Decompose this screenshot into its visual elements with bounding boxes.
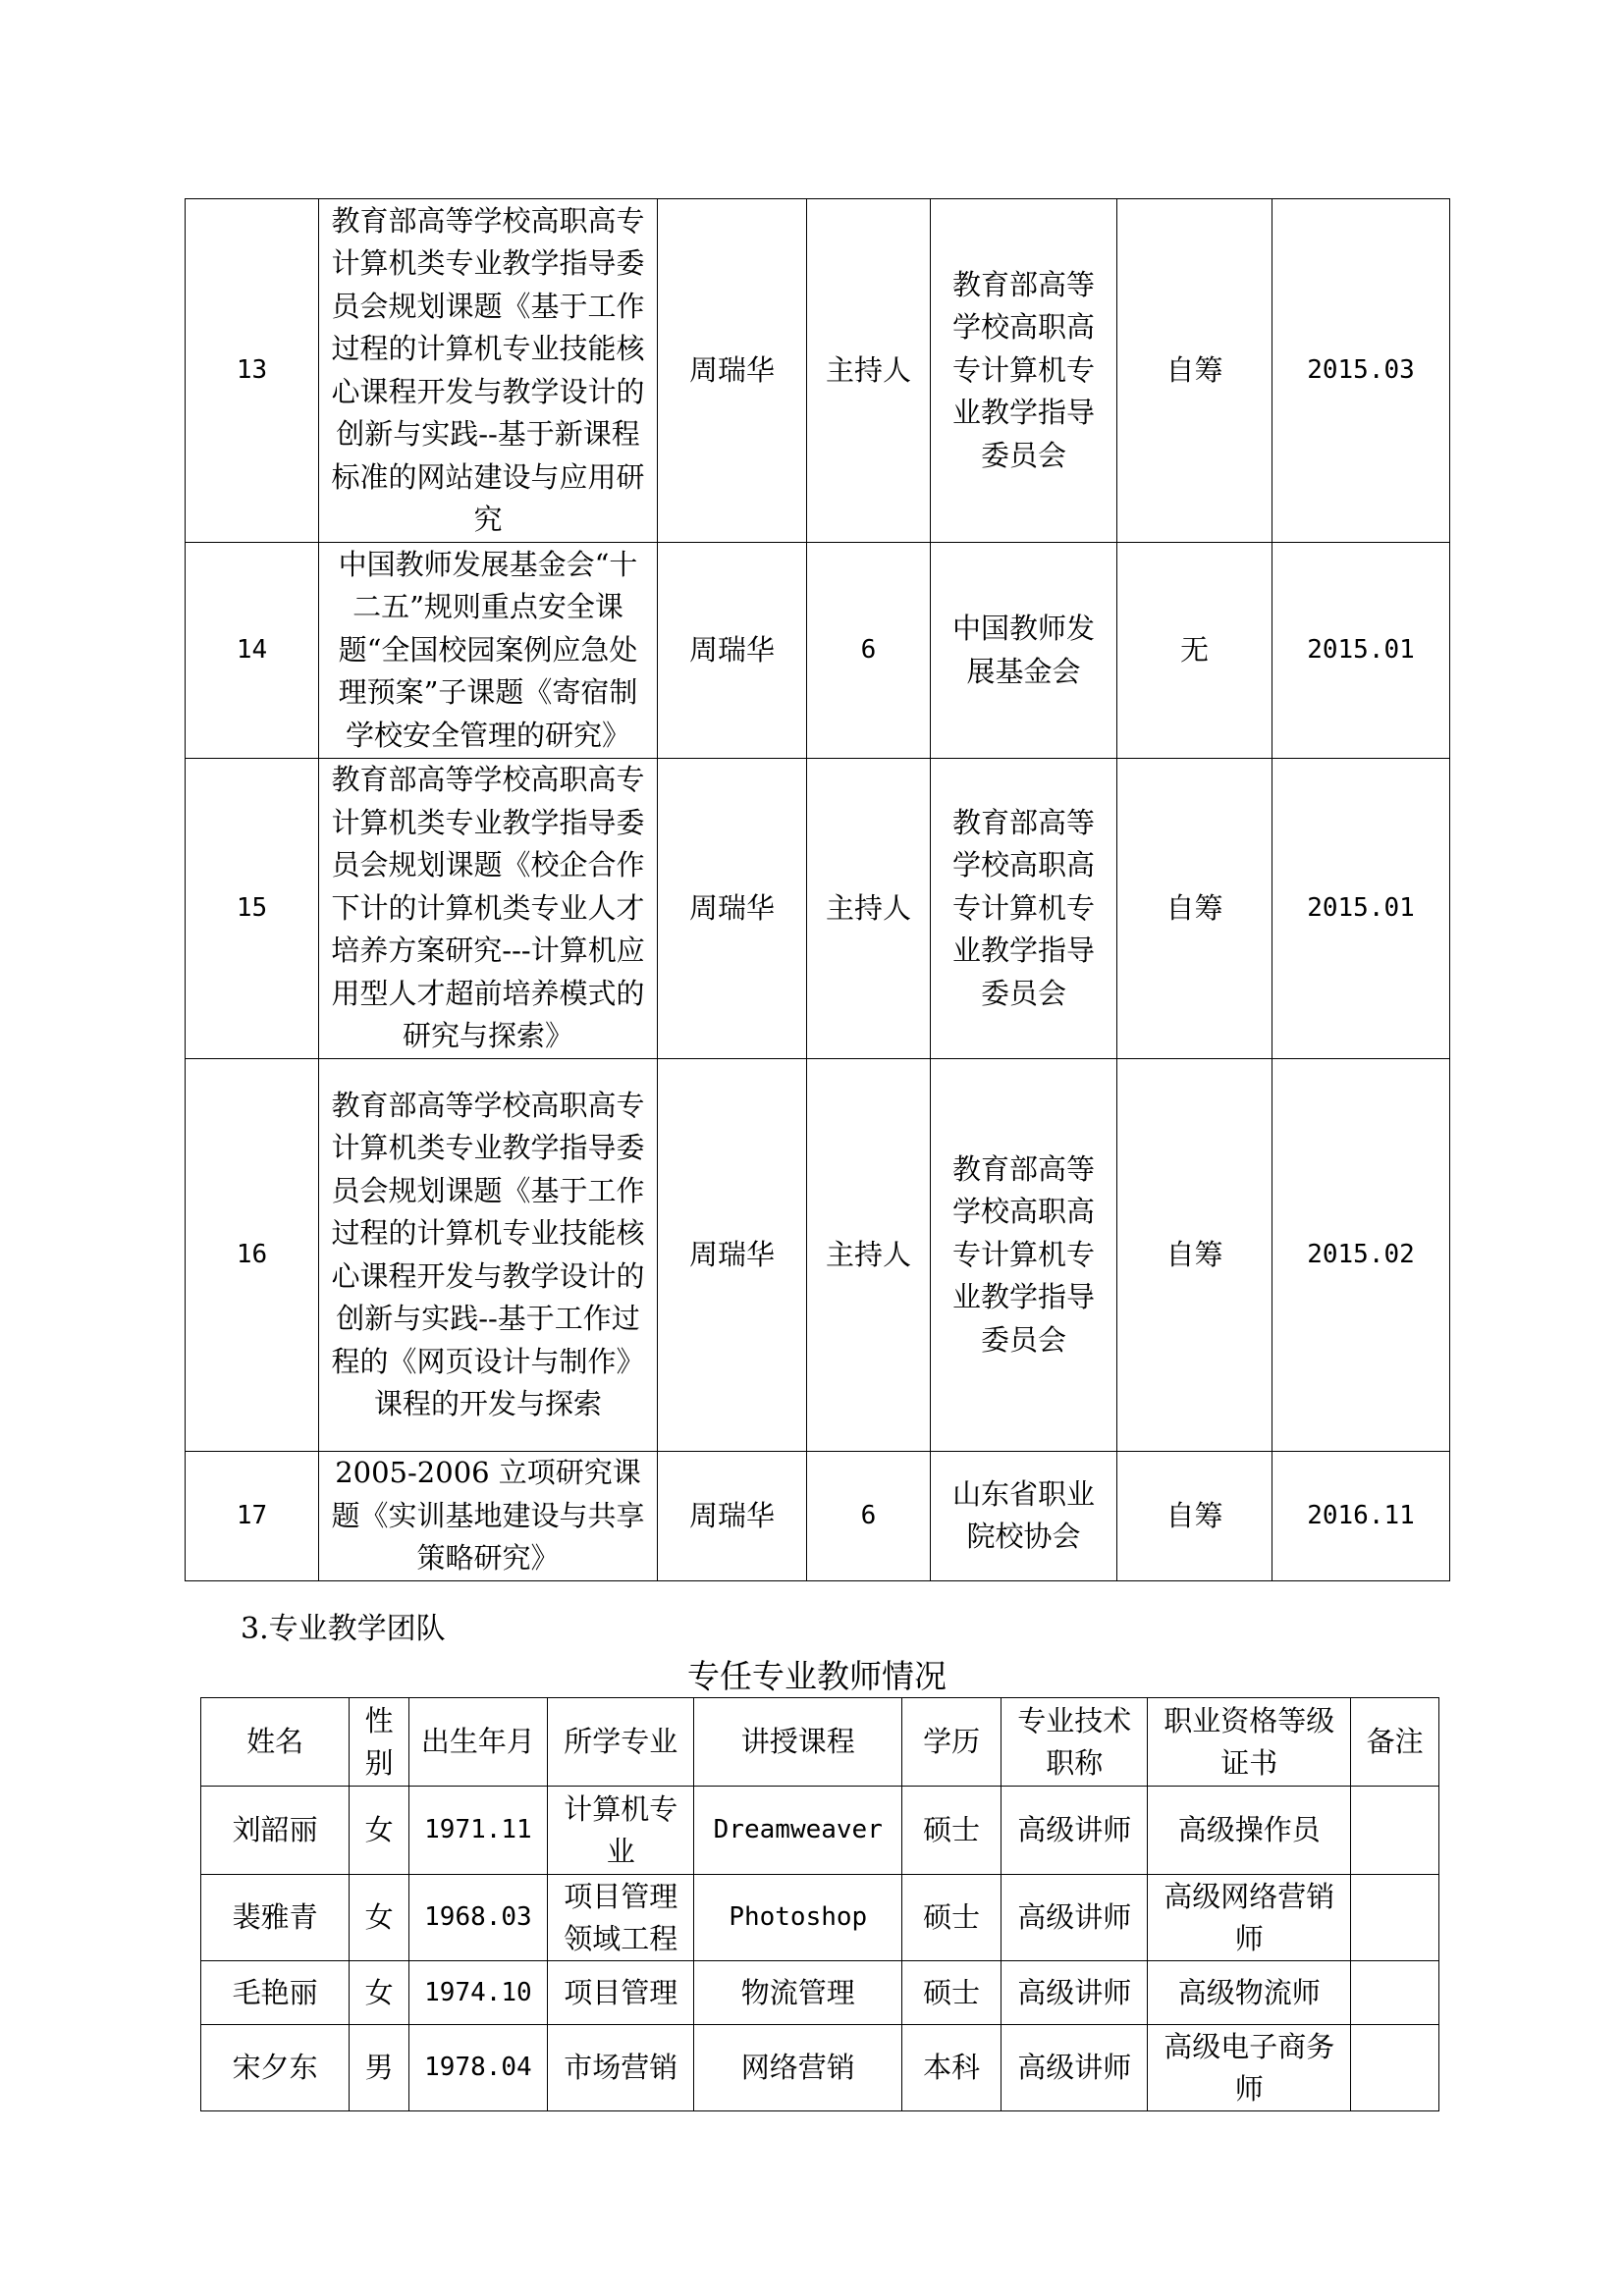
project-date: 2015.03 [1272,199,1450,543]
table-row [186,199,1450,543]
project-funding: 自筹 [1117,1059,1272,1452]
header-course: 讲授课程 [694,1698,902,1787]
table-row [201,1787,1439,1875]
teacher-table [200,1697,1439,2111]
table-row [186,759,1450,1059]
teacher-birth: 1971.11 [408,1787,547,1875]
project-role: 6 [807,543,931,759]
teacher-gender: 女 [350,1961,409,2025]
project-person: 周瑞华 [658,1452,807,1581]
table-row [201,1875,1439,1961]
project-number: 14 [186,543,319,759]
teacher-title: 高级讲师 [1001,2025,1148,2111]
project-funding: 自筹 [1117,1452,1272,1581]
header-note: 备注 [1351,1698,1439,1787]
teacher-gender: 女 [350,1787,409,1875]
project-title: 教育部高等学校高职高专计算机类专业教学指导委员会规划课题《基于工作过程的计算机专业技能核心课程开发与教学设计的创新与实践--基于工作过程的《网页设计与制作》课程的开发与探索 [319,1059,658,1452]
section-heading: 3.专业教学团队 [241,1612,446,1646]
teacher-title: 高级讲师 [1001,1961,1148,2025]
teacher-major: 项目管理 [548,1961,694,2025]
project-title: 教育部高等学校高职高专计算机类专业教学指导委员会规划课题《基于工作过程的计算机专业技能核心课程开发与教学设计的创新与实践--基于新课程标准的网站建设与应用研究 [319,199,658,543]
project-person: 周瑞华 [658,759,807,1059]
teacher-degree: 本科 [902,2025,1001,2111]
project-role: 主持人 [807,199,931,543]
teacher-major: 市场营销 [548,2025,694,2111]
teacher-name: 宋夕东 [201,2025,350,2111]
project-person: 周瑞华 [658,543,807,759]
project-role: 主持人 [807,759,931,1059]
header-birth: 出生年月 [408,1698,547,1787]
project-title: 中国教师发展基金会“十二五”规则重点安全课题“全国校园案例应急处理预案”子课题《寄宿制学校安全管理的研究》 [319,543,658,759]
table-row [186,543,1450,759]
research-projects-table [185,198,1450,1581]
project-date: 2015.01 [1272,543,1450,759]
teacher-cert: 高级网络营销师 [1148,1875,1351,1961]
project-title: 教育部高等学校高职高专计算机类专业教学指导委员会规划课题《校企合作下计的计算机类专业人才培养方案研究---计算机应用型人才超前培养模式的研究与探索》 [319,759,658,1059]
project-number: 17 [186,1452,319,1581]
header-cert: 职业资格等级证书 [1148,1698,1351,1787]
teacher-note [1351,1961,1439,2025]
project-organization: 教育部高等学校高职高专计算机专业教学指导委员会 [931,199,1117,543]
project-organization: 山东省职业院校协会 [931,1452,1117,1581]
table-row [186,1059,1450,1452]
teacher-title: 高级讲师 [1001,1875,1148,1961]
project-number: 15 [186,759,319,1059]
teacher-birth: 1978.04 [408,2025,547,2111]
table-row [186,1452,1450,1581]
teacher-degree: 硕士 [902,1787,1001,1875]
teacher-major: 项目管理领域工程 [548,1875,694,1961]
teacher-cert: 高级电子商务师 [1148,2025,1351,2111]
project-funding: 自筹 [1117,199,1272,543]
project-funding: 自筹 [1117,759,1272,1059]
project-person: 周瑞华 [658,1059,807,1452]
teacher-note [1351,2025,1439,2111]
project-date: 2015.01 [1272,759,1450,1059]
teacher-course: 网络营销 [694,2025,902,2111]
teacher-note [1351,1875,1439,1961]
teacher-course: 物流管理 [694,1961,902,2025]
project-role: 6 [807,1452,931,1581]
teacher-birth: 1974.10 [408,1961,547,2025]
teacher-course: Dreamweaver [694,1787,902,1875]
project-number: 13 [186,199,319,543]
project-person: 周瑞华 [658,199,807,543]
project-date: 2015.02 [1272,1059,1450,1452]
project-organization: 教育部高等学校高职高专计算机专业教学指导委员会 [931,1059,1117,1452]
project-funding: 无 [1117,543,1272,759]
teacher-note [1351,1787,1439,1875]
header-title: 专业技术职称 [1001,1698,1148,1787]
teacher-degree: 硕士 [902,1875,1001,1961]
project-date: 2016.11 [1272,1452,1450,1581]
teacher-title: 高级讲师 [1001,1787,1148,1875]
teacher-birth: 1968.03 [408,1875,547,1961]
project-organization: 教育部高等学校高职高专计算机专业教学指导委员会 [931,759,1117,1059]
table-row [201,1961,1439,2025]
table-header-row [201,1698,1439,1787]
teacher-cert: 高级物流师 [1148,1961,1351,2025]
table-caption: 专任专业教师情况 [687,1657,947,1695]
teacher-major: 计算机专业 [548,1787,694,1875]
header-gender: 性别 [350,1698,409,1787]
teacher-course: Photoshop [694,1875,902,1961]
teacher-degree: 硕士 [902,1961,1001,2025]
teacher-name: 裴雅青 [201,1875,350,1961]
teacher-gender: 女 [350,1875,409,1961]
header-name: 姓名 [201,1698,350,1787]
header-major: 所学专业 [548,1698,694,1787]
project-organization: 中国教师发展基金会 [931,543,1117,759]
header-degree: 学历 [902,1698,1001,1787]
teacher-name: 刘韶丽 [201,1787,350,1875]
teacher-cert: 高级操作员 [1148,1787,1351,1875]
table-row [201,2025,1439,2111]
teacher-name: 毛艳丽 [201,1961,350,2025]
project-role: 主持人 [807,1059,931,1452]
project-number: 16 [186,1059,319,1452]
project-title: 2005-2006 立项研究课题《实训基地建设与共享策略研究》 [319,1452,658,1581]
teacher-gender: 男 [350,2025,409,2111]
